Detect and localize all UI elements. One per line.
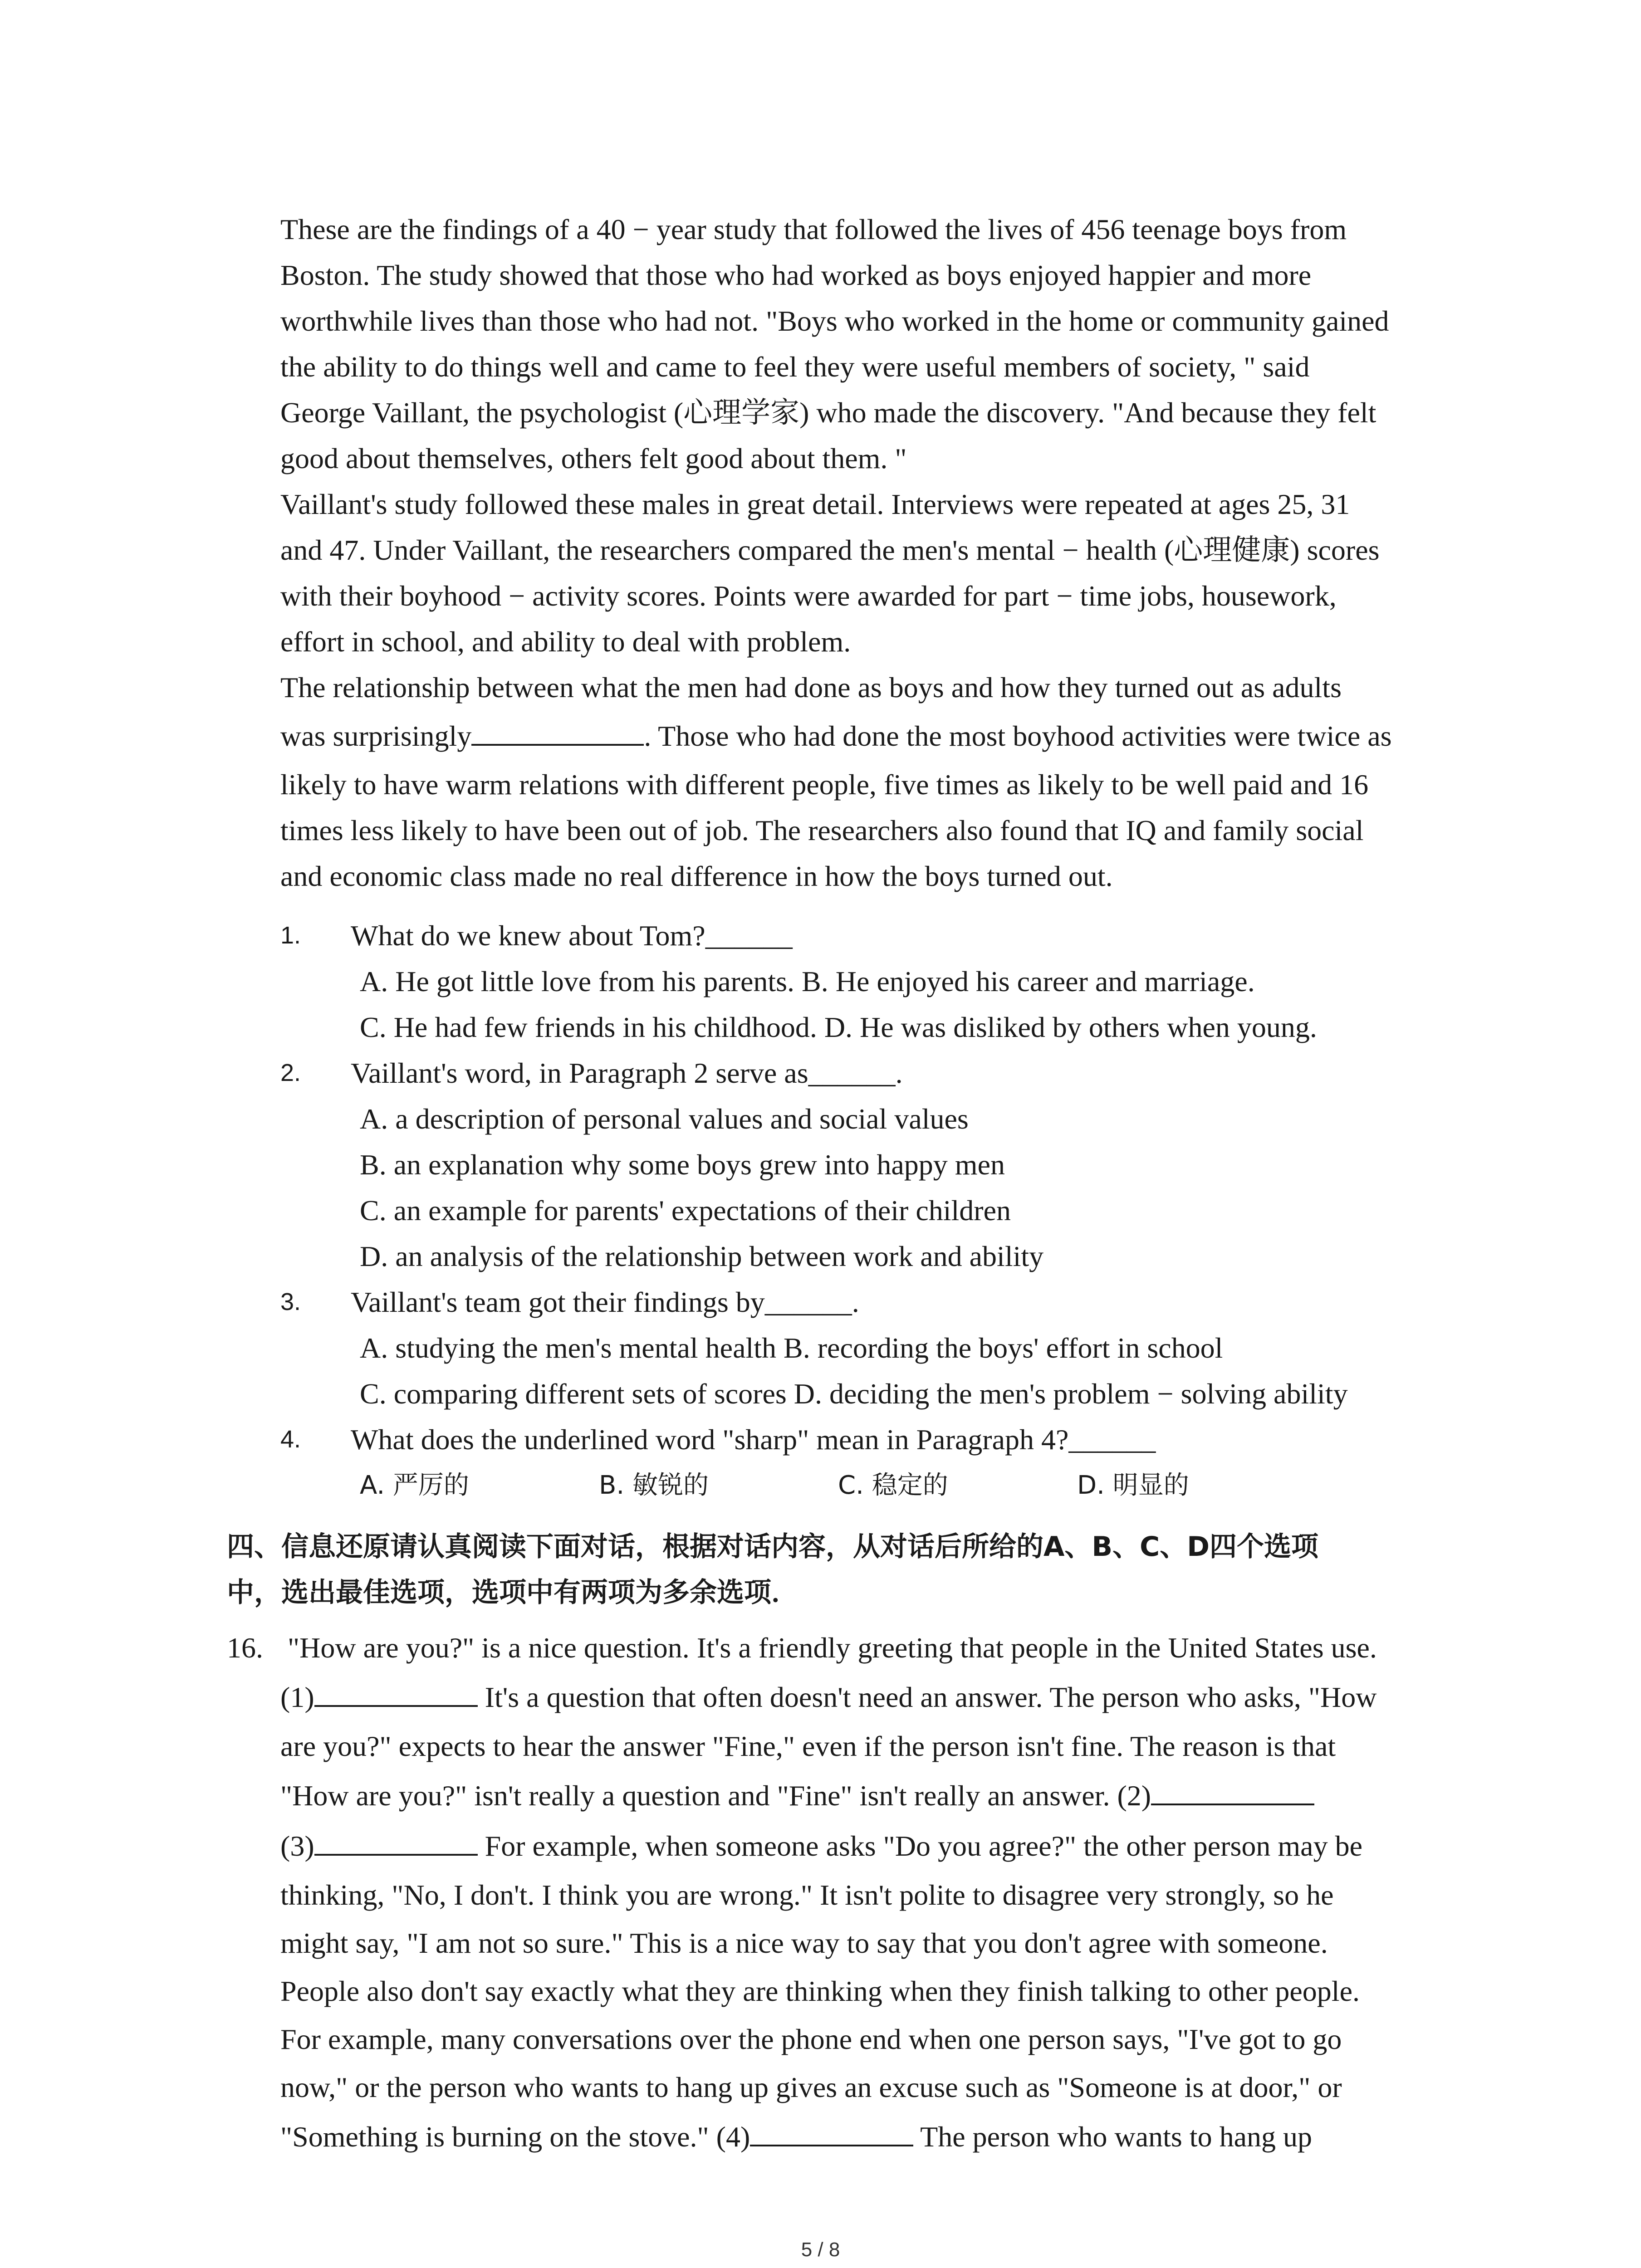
passage-line: and 47. Under Vaillant, the researchers compared the men's mental − health (心理健康) scores [280,534,1380,566]
question-3 [280,1279,1505,1325]
question-stem: What do we knew about Tom?______ [351,919,793,952]
option-a[interactable]: A. 严厉的 [360,1471,469,1500]
option-line[interactable]: C. He had few friends in his childhood. D. He was disliked by others when young. [360,1011,1317,1043]
section-heading-line: 中，选出最佳选项，选项中有两项为多余选项． [227,1577,798,1608]
passage-line: and economic class made no real difference in how the boys turned out. [280,860,1113,892]
passage-line: the ability to do things well and came to feel they were useful members of society, " said [280,351,1310,383]
q16-line: are you?" expects to hear the answer "Fine," even if the person isn't fine. The reason is that [280,1730,1336,1762]
q16-line: might say, "I am not so sure." This is a nice way to say that you don't agree with someone. [280,1927,1328,1959]
answer-blank[interactable] [471,715,644,746]
option-line[interactable]: A. He got little love from his parents. B. He enjoyed his career and marriage. [360,965,1255,997]
passage-blank-line: was surprisingly . Those who had done the most boyhood activities were twice as [280,710,1478,762]
question-stem: Vaillant's word, in Paragraph 2 serve as______. [351,1057,903,1089]
q16-line: People also don't say exactly what they are thinking when they finish talking to other people. [280,1975,1360,2007]
passage-line: likely to have warm relations with different people, five times as likely to be well paid and 16 [280,768,1369,801]
answer-blank-4[interactable] [750,2116,913,2146]
passage-line: good about themselves, others felt good about them. " [280,442,907,474]
q16-line: "Something is burning on the stove." (4) The person who wants to hang up [227,2112,1497,2162]
option-d[interactable]: D. an analysis of the relationship between work and ability [360,1240,1044,1272]
question-1 [280,913,1505,958]
q16-line: "How are you?" isn't really a question and "Fine" isn't really an answer. (2) [227,1770,1497,1821]
reading-passage [280,206,1478,899]
question-number: 1. [280,922,301,949]
question-list [280,913,1505,1508]
option-b[interactable]: B. an explanation why some boys grew into happy men [360,1149,1005,1181]
option-line[interactable]: A. studying the men's mental health B. recording the boys' effort in school [360,1332,1223,1364]
question-stem: Vaillant's team got their findings by______. [351,1286,859,1318]
question-2 [280,1050,1505,1096]
option-c[interactable]: C. 稳定的 [838,1471,948,1500]
answer-blank-3[interactable] [314,1825,478,1856]
question-number: 16. [227,1632,263,1664]
question-stem: What does the underlined word "sharp" mean in Paragraph 4?______ [351,1423,1156,1456]
passage-line: Boston. The study showed that those who had worked as boys enjoyed happier and more [280,259,1312,291]
passage-line: with their boyhood − activity scores. Points were awarded for part − time jobs, housework, [280,580,1337,612]
option-line[interactable]: C. comparing different sets of scores D. deciding the men's problem − solving ability [360,1378,1348,1410]
q16-line: thinking, "No, I don't. I think you are wrong." It isn't polite to disagree very strongly, so he [280,1879,1334,1911]
question-number: 3. [280,1288,301,1315]
option-a[interactable]: A. a description of personal values and social values [360,1103,969,1135]
passage-line: The relationship between what the men had done as boys and how they turned out as adults [280,671,1342,704]
option-c[interactable]: C. an example for parents' expectations of their children [360,1194,1011,1227]
option-d[interactable]: D. 明显的 [1077,1471,1189,1500]
passage-line: George Vaillant, the psychologist (心理学家) who made the discovery. "And because they felt [280,396,1376,429]
passage-line: Vaillant's study followed these males in great detail. Interviews were repeated at ages 25, 31 [280,488,1350,520]
passage-line: times less likely to have been out of job. The researchers also found that IQ and family social [280,814,1364,846]
q16-first-line: 16. "How are you?" is a nice question. It's a friendly greeting that people in the United States use. [227,1624,1497,1672]
option-b[interactable]: B. 敏锐的 [599,1471,709,1500]
answer-blank-2[interactable] [1151,1774,1314,1805]
page-number: 5 / 8 [801,2239,840,2261]
q16-line: (1) It's a question that often doesn't need an answer. The person who asks, "How [227,1672,1497,1722]
question-16 [227,1624,1497,2162]
answer-blank-1[interactable] [314,1676,478,1707]
question-number: 2. [280,1059,301,1086]
passage-line: effort in school, and ability to deal with problem. [280,626,851,658]
section-heading [227,1524,1479,1616]
q16-line: For example, many conversations over the phone end when one person says, "I've got to go [280,2023,1342,2055]
passage-line: These are the findings of a 40 − year study that followed the lives of 456 teenage boys from [280,213,1347,245]
question-4 [280,1417,1505,1462]
question-number: 4. [280,1426,301,1453]
section-heading-line: 四、信息还原请认真阅读下面对话，根据对话内容，从对话后所给的A、B、C、D四个选项 [227,1531,1319,1563]
q16-line: (3) For example, when someone asks "Do you agree?" the other person may be [227,1821,1497,1871]
q16-line: now," or the person who wants to hang up gives an excuse such as "Someone is at door," or [280,2071,1342,2103]
passage-line: worthwhile lives than those who had not. "Boys who worked in the home or community gained [280,305,1389,337]
option-row [280,1462,1505,1508]
